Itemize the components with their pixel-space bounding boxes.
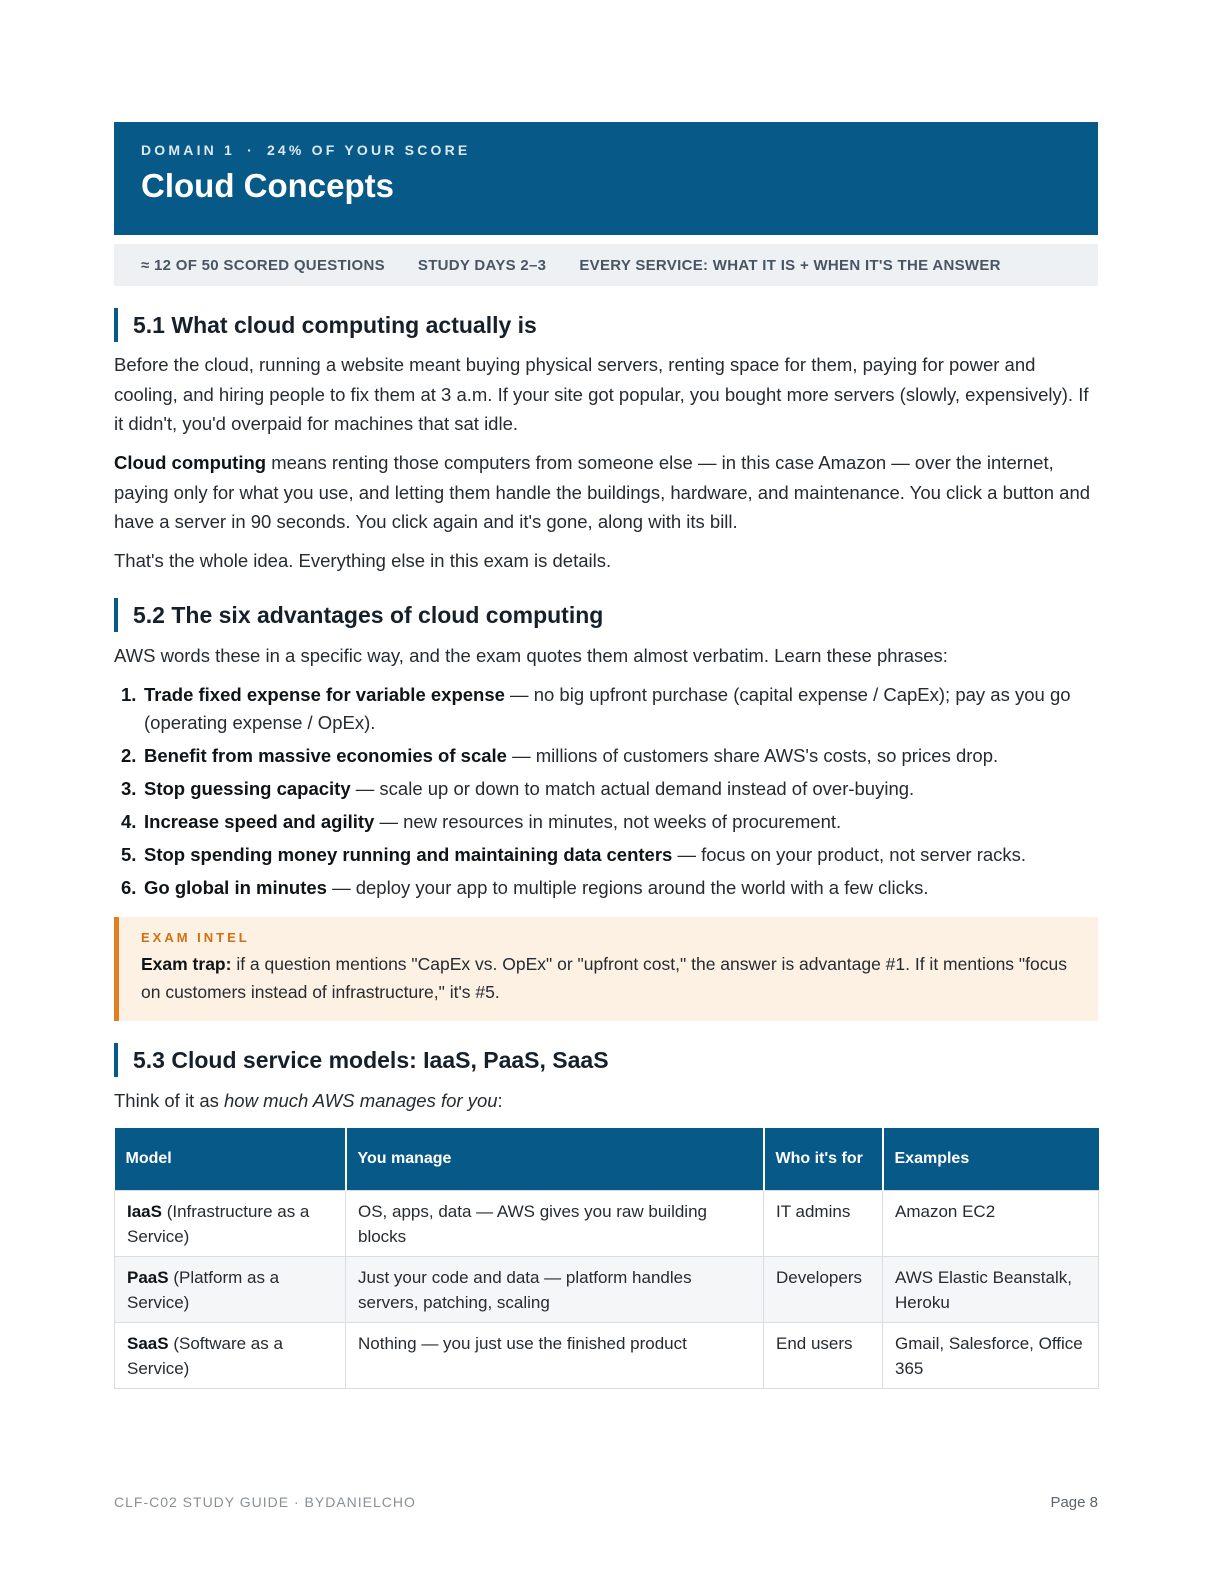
advantages-list — [114, 681, 1104, 907]
exam-trap-label: Exam trap: — [141, 954, 232, 974]
advantage-text: — focus on your product, not server racks. — [672, 844, 1027, 865]
column-header-who: Who it's for — [764, 1128, 883, 1190]
models-intro-emphasis: how much AWS manages for you — [224, 1090, 498, 1111]
advantage-title: Stop spending money running and maintaining data centers — [144, 844, 673, 865]
table-header-row — [115, 1128, 1099, 1190]
paragraph-models-intro — [114, 1086, 1098, 1116]
term-cloud-computing: Cloud computing — [114, 452, 267, 473]
list-item — [114, 808, 1104, 836]
table-row — [115, 1256, 1099, 1322]
footer-guide-title: CLF-C02 STUDY GUIDE · BYDANIELCHO — [114, 1494, 416, 1510]
list-item — [114, 742, 1104, 770]
table-row — [115, 1190, 1099, 1256]
section-heading-5-1: 5.1 What cloud computing actually is — [114, 308, 537, 342]
list-number: 1. — [121, 684, 137, 705]
model-acronym: PaaS — [127, 1267, 169, 1287]
score-label: 24% OF YOUR SCORE — [266, 142, 471, 158]
meta-questions: ≈ 12 OF 50 SCORED QUESTIONS — [141, 256, 385, 274]
advantage-title: Go global in minutes — [144, 877, 327, 898]
paragraph-whole-idea: That's the whole idea. Everything else in this exam is details. — [114, 550, 612, 571]
column-header-examples: Examples — [883, 1128, 1099, 1190]
table-row — [115, 1322, 1099, 1388]
paragraph-cloud-computing — [114, 448, 1098, 537]
models-intro-text: Think of it as — [114, 1090, 225, 1111]
cell-who: End users — [764, 1322, 883, 1388]
advantage-title: Stop guessing capacity — [144, 778, 351, 799]
list-number: 3. — [121, 778, 137, 799]
cell-you-manage: Just your code and data — platform handles servers, patching, scaling — [346, 1256, 764, 1322]
eyebrow-separator: · — [247, 142, 255, 158]
section-heading-5-3: 5.3 Cloud service models: IaaS, PaaS, SaaS — [114, 1043, 609, 1077]
cell-model — [115, 1256, 346, 1322]
exam-intel-text — [141, 951, 1077, 1006]
advantage-text: — new resources in minutes, not weeks of procurement. — [374, 811, 842, 832]
list-item — [114, 841, 1104, 869]
model-acronym: SaaS — [127, 1333, 169, 1353]
section-heading-5-2: 5.2 The six advantages of cloud computing — [114, 598, 603, 632]
exam-trap-text: if a question mentions "CapEx vs. OpEx" or "upfront cost," the answer is advantage #1. If it mentions "focus on customers instead of infrastructure," it's #5. — [141, 954, 1067, 1002]
model-acronym: IaaS — [127, 1201, 162, 1221]
list-item — [114, 775, 1104, 803]
meta-strip — [114, 244, 1098, 286]
domain-label: DOMAIN 1 — [141, 142, 236, 158]
advantage-title: Trade fixed expense for variable expense — [144, 684, 505, 705]
cell-you-manage: OS, apps, data — AWS gives you raw building blocks — [346, 1190, 764, 1256]
paragraph-advantages-intro: AWS words these in a specific way, and the exam quotes them almost verbatim. Learn these phrases: — [114, 645, 948, 666]
cell-who: IT admins — [764, 1190, 883, 1256]
exam-intel-callout — [114, 917, 1098, 1021]
models-intro-colon: : — [497, 1090, 503, 1111]
advantage-text: — millions of customers share AWS's costs, so prices drop. — [506, 745, 999, 766]
list-number: 6. — [121, 877, 137, 898]
exam-intel-label: EXAM INTEL — [141, 930, 250, 945]
cell-model — [115, 1322, 346, 1388]
cell-who: Developers — [764, 1256, 883, 1322]
list-item — [114, 681, 1104, 737]
meta-coverage: EVERY SERVICE: WHAT IT IS + WHEN IT'S THE ANSWER — [579, 256, 1001, 274]
list-number: 5. — [121, 844, 137, 865]
model-full-name: (Infrastructure as a Service) — [127, 1201, 310, 1246]
cell-examples: Amazon EC2 — [883, 1190, 1099, 1256]
advantage-text: — deploy your app to multiple regions around the world with a few clicks. — [326, 877, 929, 898]
model-full-name: (Platform as a Service) — [127, 1267, 280, 1312]
advantage-text: — no big upfront purchase (capital expense / CapEx); pay as you go (operating expense / OpEx). — [144, 684, 1071, 733]
paragraph-cloud-computing-text: means renting those computers from someone else — in this case Amazon — over the internet, paying only for what you use, and letting them handle the buildings, hardware, and maintenance. You click a button and have a server in 90 seconds. You click again and it's gone, along with its bill. — [114, 452, 1091, 532]
cell-model — [115, 1190, 346, 1256]
service-models-table — [114, 1128, 1099, 1389]
page-number: Page 8 — [1050, 1494, 1098, 1511]
list-number: 4. — [121, 811, 137, 832]
cell-you-manage: Nothing — you just use the finished product — [346, 1322, 764, 1388]
column-header-you-manage: You manage — [346, 1128, 764, 1190]
column-header-model: Model — [115, 1128, 346, 1190]
list-number: 2. — [121, 745, 137, 766]
meta-study-days: STUDY DAYS 2–3 — [417, 256, 547, 274]
advantage-title: Benefit from massive economies of scale — [144, 745, 507, 766]
list-item — [114, 874, 1104, 902]
page-title: Cloud Concepts — [141, 167, 394, 204]
model-full-name: (Software as a Service) — [127, 1333, 283, 1378]
domain-eyebrow — [141, 142, 1071, 158]
cell-examples: AWS Elastic Beanstalk, Heroku — [883, 1256, 1099, 1322]
domain-header — [114, 122, 1098, 235]
advantage-title: Increase speed and agility — [144, 811, 375, 832]
paragraph-before-cloud: Before the cloud, running a website meant buying physical servers, renting space for them, paying for power and cooling, and hiring people to fix them at 3 a.m. If your site got popular, you bought more servers (slowly, expensively). If it didn't, you'd overpaid for machines that sat idle. — [114, 354, 1089, 434]
cell-examples: Gmail, Salesforce, Office 365 — [883, 1322, 1099, 1388]
advantage-text: — scale up or down to match actual demand instead of over-buying. — [350, 778, 915, 799]
